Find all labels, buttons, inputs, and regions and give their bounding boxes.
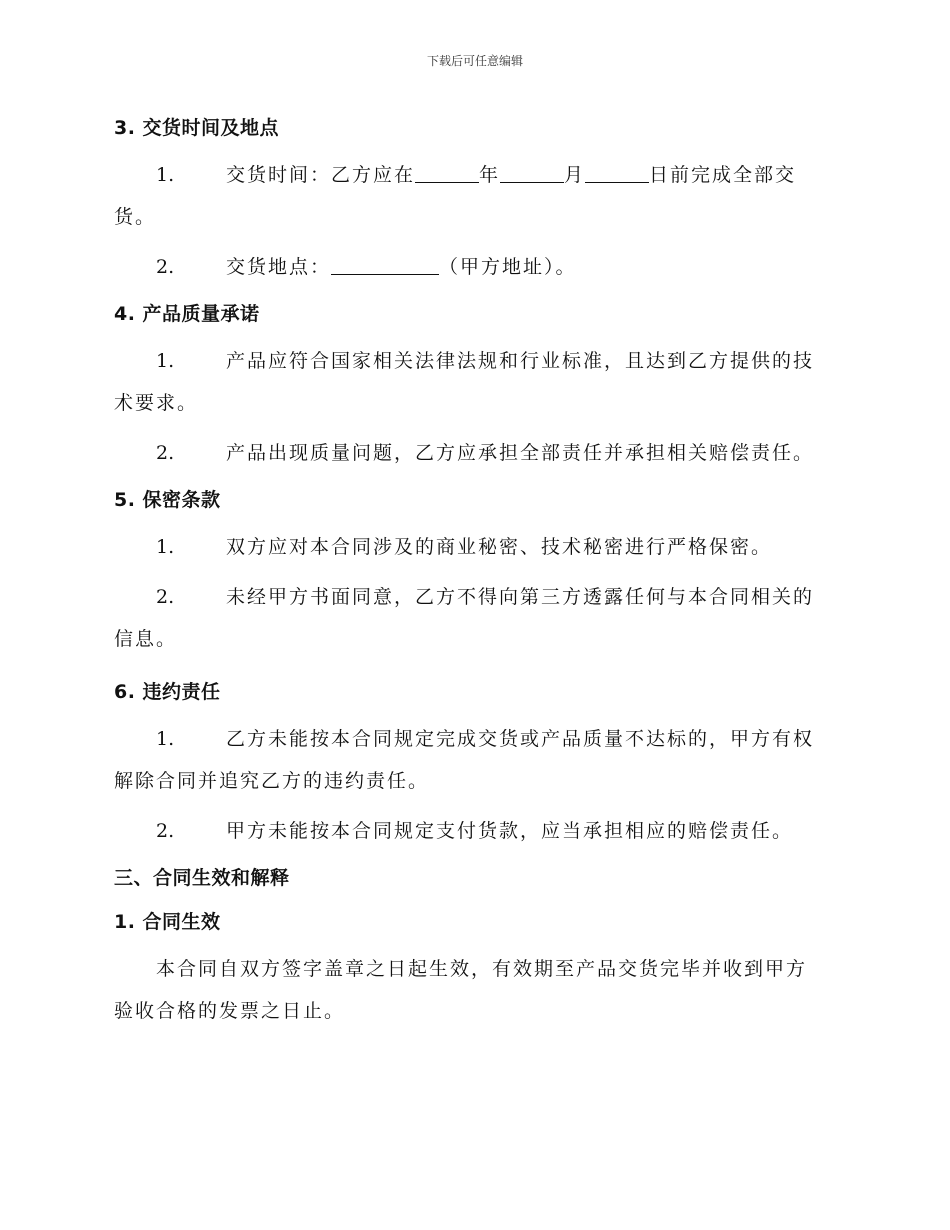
clause-text: 信息。 bbox=[114, 628, 178, 650]
clause-number: 2. bbox=[156, 442, 175, 464]
clause-text: 未经甲方书面同意，乙方不得向第三方透露任何与本合同相关的 bbox=[226, 586, 815, 608]
clause-text: 解除合同并追究乙方的违约责任。 bbox=[114, 770, 430, 792]
clause-number: 2. bbox=[156, 586, 175, 608]
blank-day[interactable] bbox=[585, 162, 649, 183]
clause-confidentiality-1 bbox=[114, 526, 834, 568]
clause-text: 术要求。 bbox=[114, 392, 199, 414]
clause-text: 交货地点： bbox=[226, 256, 332, 278]
paragraph-text: 验收合格的发票之日止。 bbox=[114, 1000, 346, 1022]
paragraph-effective bbox=[114, 948, 834, 1032]
paragraph-text: 本合同自双方签字盖章之日起生效，有效期至产品交货完毕并收到甲方 bbox=[156, 958, 808, 980]
clause-delivery-place bbox=[114, 246, 834, 288]
clause-text: 乙方未能按本合同规定完成交货或产品质量不达标的，甲方有权 bbox=[226, 728, 815, 750]
clause-breach-2 bbox=[114, 810, 834, 852]
subsection-title-effective: 1. 合同生效 bbox=[114, 911, 221, 933]
clause-text: 双方应对本合同涉及的商业秘密、技术秘密进行严格保密。 bbox=[226, 536, 773, 558]
clause-breach-1 bbox=[114, 718, 834, 802]
clause-quality-liability bbox=[114, 432, 834, 474]
clause-text: 甲方未能按本合同规定支付货款，应当承担相应的赔偿责任。 bbox=[226, 820, 794, 842]
section-title-delivery: 3. 交货时间及地点 bbox=[114, 117, 280, 139]
clause-number: 1. bbox=[156, 164, 175, 186]
clause-confidentiality-2 bbox=[114, 576, 834, 660]
clause-delivery-time bbox=[114, 154, 834, 238]
blank-year[interactable] bbox=[415, 162, 479, 183]
clause-number: 2. bbox=[156, 820, 175, 842]
clause-text: 月 bbox=[564, 164, 586, 186]
part-title-effect: 三、合同生效和解释 bbox=[114, 867, 290, 889]
clause-text: 年 bbox=[479, 164, 501, 186]
section-title-confidentiality: 5. 保密条款 bbox=[114, 489, 221, 511]
clause-text: 货。 bbox=[114, 206, 157, 228]
clause-text: 日前完成全部交 bbox=[649, 164, 797, 186]
clause-number: 2. bbox=[156, 256, 175, 278]
clause-number: 1. bbox=[156, 350, 175, 372]
clause-text: 产品应符合国家相关法律法规和行业标准，且达到乙方提供的技 bbox=[226, 350, 815, 372]
clause-number: 1. bbox=[156, 728, 175, 750]
document-body bbox=[114, 110, 834, 1032]
section-title-breach: 6. 违约责任 bbox=[114, 681, 221, 703]
clause-number: 1. bbox=[156, 536, 175, 558]
page-header: 下载后可任意编辑 bbox=[426, 54, 523, 68]
blank-address[interactable] bbox=[331, 254, 439, 275]
section-title-quality: 4. 产品质量承诺 bbox=[114, 303, 260, 325]
clause-text: 产品出现质量问题，乙方应承担全部责任并承担相关赔偿责任。 bbox=[226, 442, 815, 464]
clause-quality-standard bbox=[114, 340, 834, 424]
clause-text: （甲方地址）。 bbox=[439, 256, 577, 278]
clause-text: 交货时间：乙方应在 bbox=[226, 164, 416, 186]
blank-month[interactable] bbox=[500, 162, 564, 183]
